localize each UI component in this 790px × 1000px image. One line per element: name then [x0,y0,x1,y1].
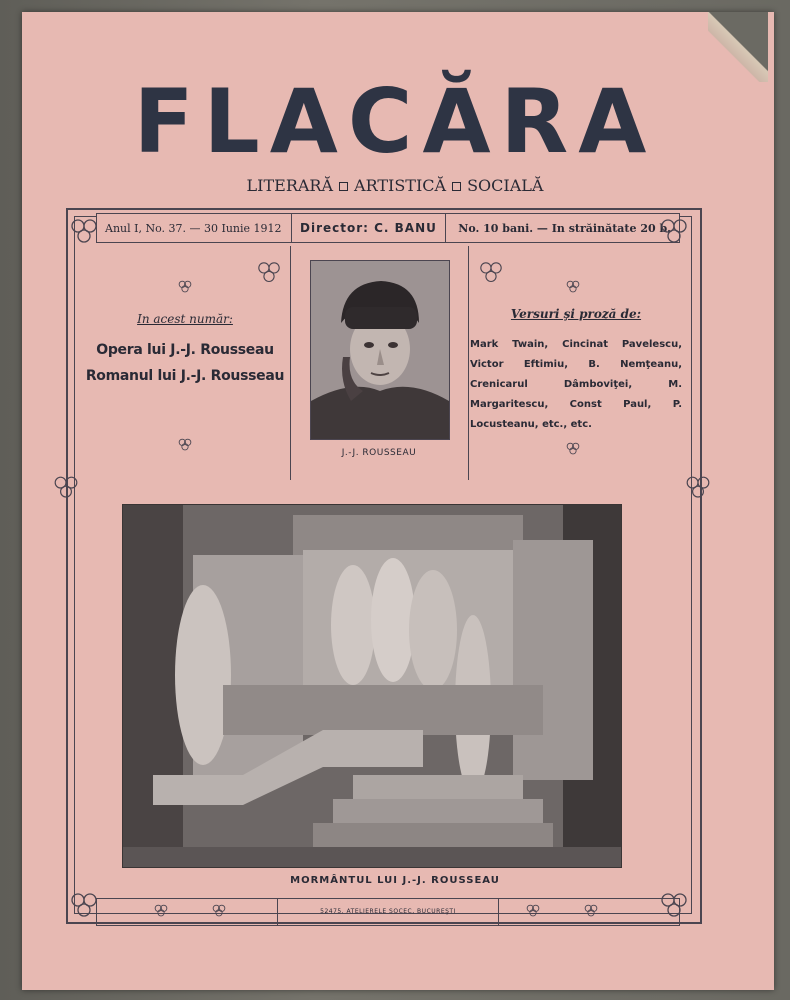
authors-block [470,307,682,435]
contents-label: In acest număr: [137,312,233,326]
director-name: Director: C. BANU [291,214,446,242]
rousseau-portrait [310,260,450,440]
flower-ornament-icon [64,212,104,252]
contents-block [80,312,290,394]
column-divider [290,246,291,480]
clover-ornament-icon [176,278,194,296]
clover-ornament-icon [524,902,542,920]
portrait-caption: J.-J. ROUSSEAU [341,448,417,458]
clover-ornament-icon [582,902,600,920]
masthead-title: FLACĂRA [133,70,657,173]
authors-list: Mark Twain, Cincinat Pavelescu, Victor Eftimiu, B. Nemţeanu, Crenicarul Dâmboviţei, M. Margaritescu, Const Paul, P. Locusteanu, etc., etc. [470,339,682,430]
column-divider [468,246,469,480]
flower-ornament-icon [654,212,694,252]
issue-info-bar [96,213,680,243]
flower-ornament-icon [654,886,694,926]
subtitle-part: LITERARĂ [246,176,334,195]
flower-ornament-icon [48,470,84,506]
masthead-subtitle [0,176,790,195]
contents-item: Opera lui J.-J. Rousseau [96,342,274,358]
clover-ornament-icon [152,902,170,920]
subtitle-part: SOCIALĂ [467,176,544,195]
clover-ornament-icon [564,440,582,458]
clover-ornament-icon [210,902,228,920]
footer-left-panel [97,899,278,925]
issue-price: No. 10 bani. — In străinătate 20 b. [458,221,671,235]
authors-label: Versuri şi proză de: [510,307,642,321]
printer-imprint: 52475. ATELIERELE SOCEC, BUCUREŞTI [320,908,456,915]
square-separator-icon [339,182,348,191]
clover-ornament-icon [176,436,194,454]
square-separator-icon [452,182,461,191]
tomb-scene [123,505,621,867]
portrait-engraving [311,261,449,439]
photo-caption: MORMÂNTUL LUI J.-J. ROUSSEAU [290,875,500,886]
clover-ornament-icon [564,278,582,296]
contents-item: Romanul lui J.-J. Rousseau [85,368,285,384]
issue-number: Anul I, No. 37. — 30 Iunie 1912 [105,221,282,235]
flower-ornament-icon [252,256,286,290]
tomb-photograph [122,504,622,868]
flower-ornament-icon [474,256,508,290]
flower-ornament-icon [680,470,716,506]
subtitle-part: ARTISTICĂ [354,176,447,195]
flower-ornament-icon [64,886,104,926]
